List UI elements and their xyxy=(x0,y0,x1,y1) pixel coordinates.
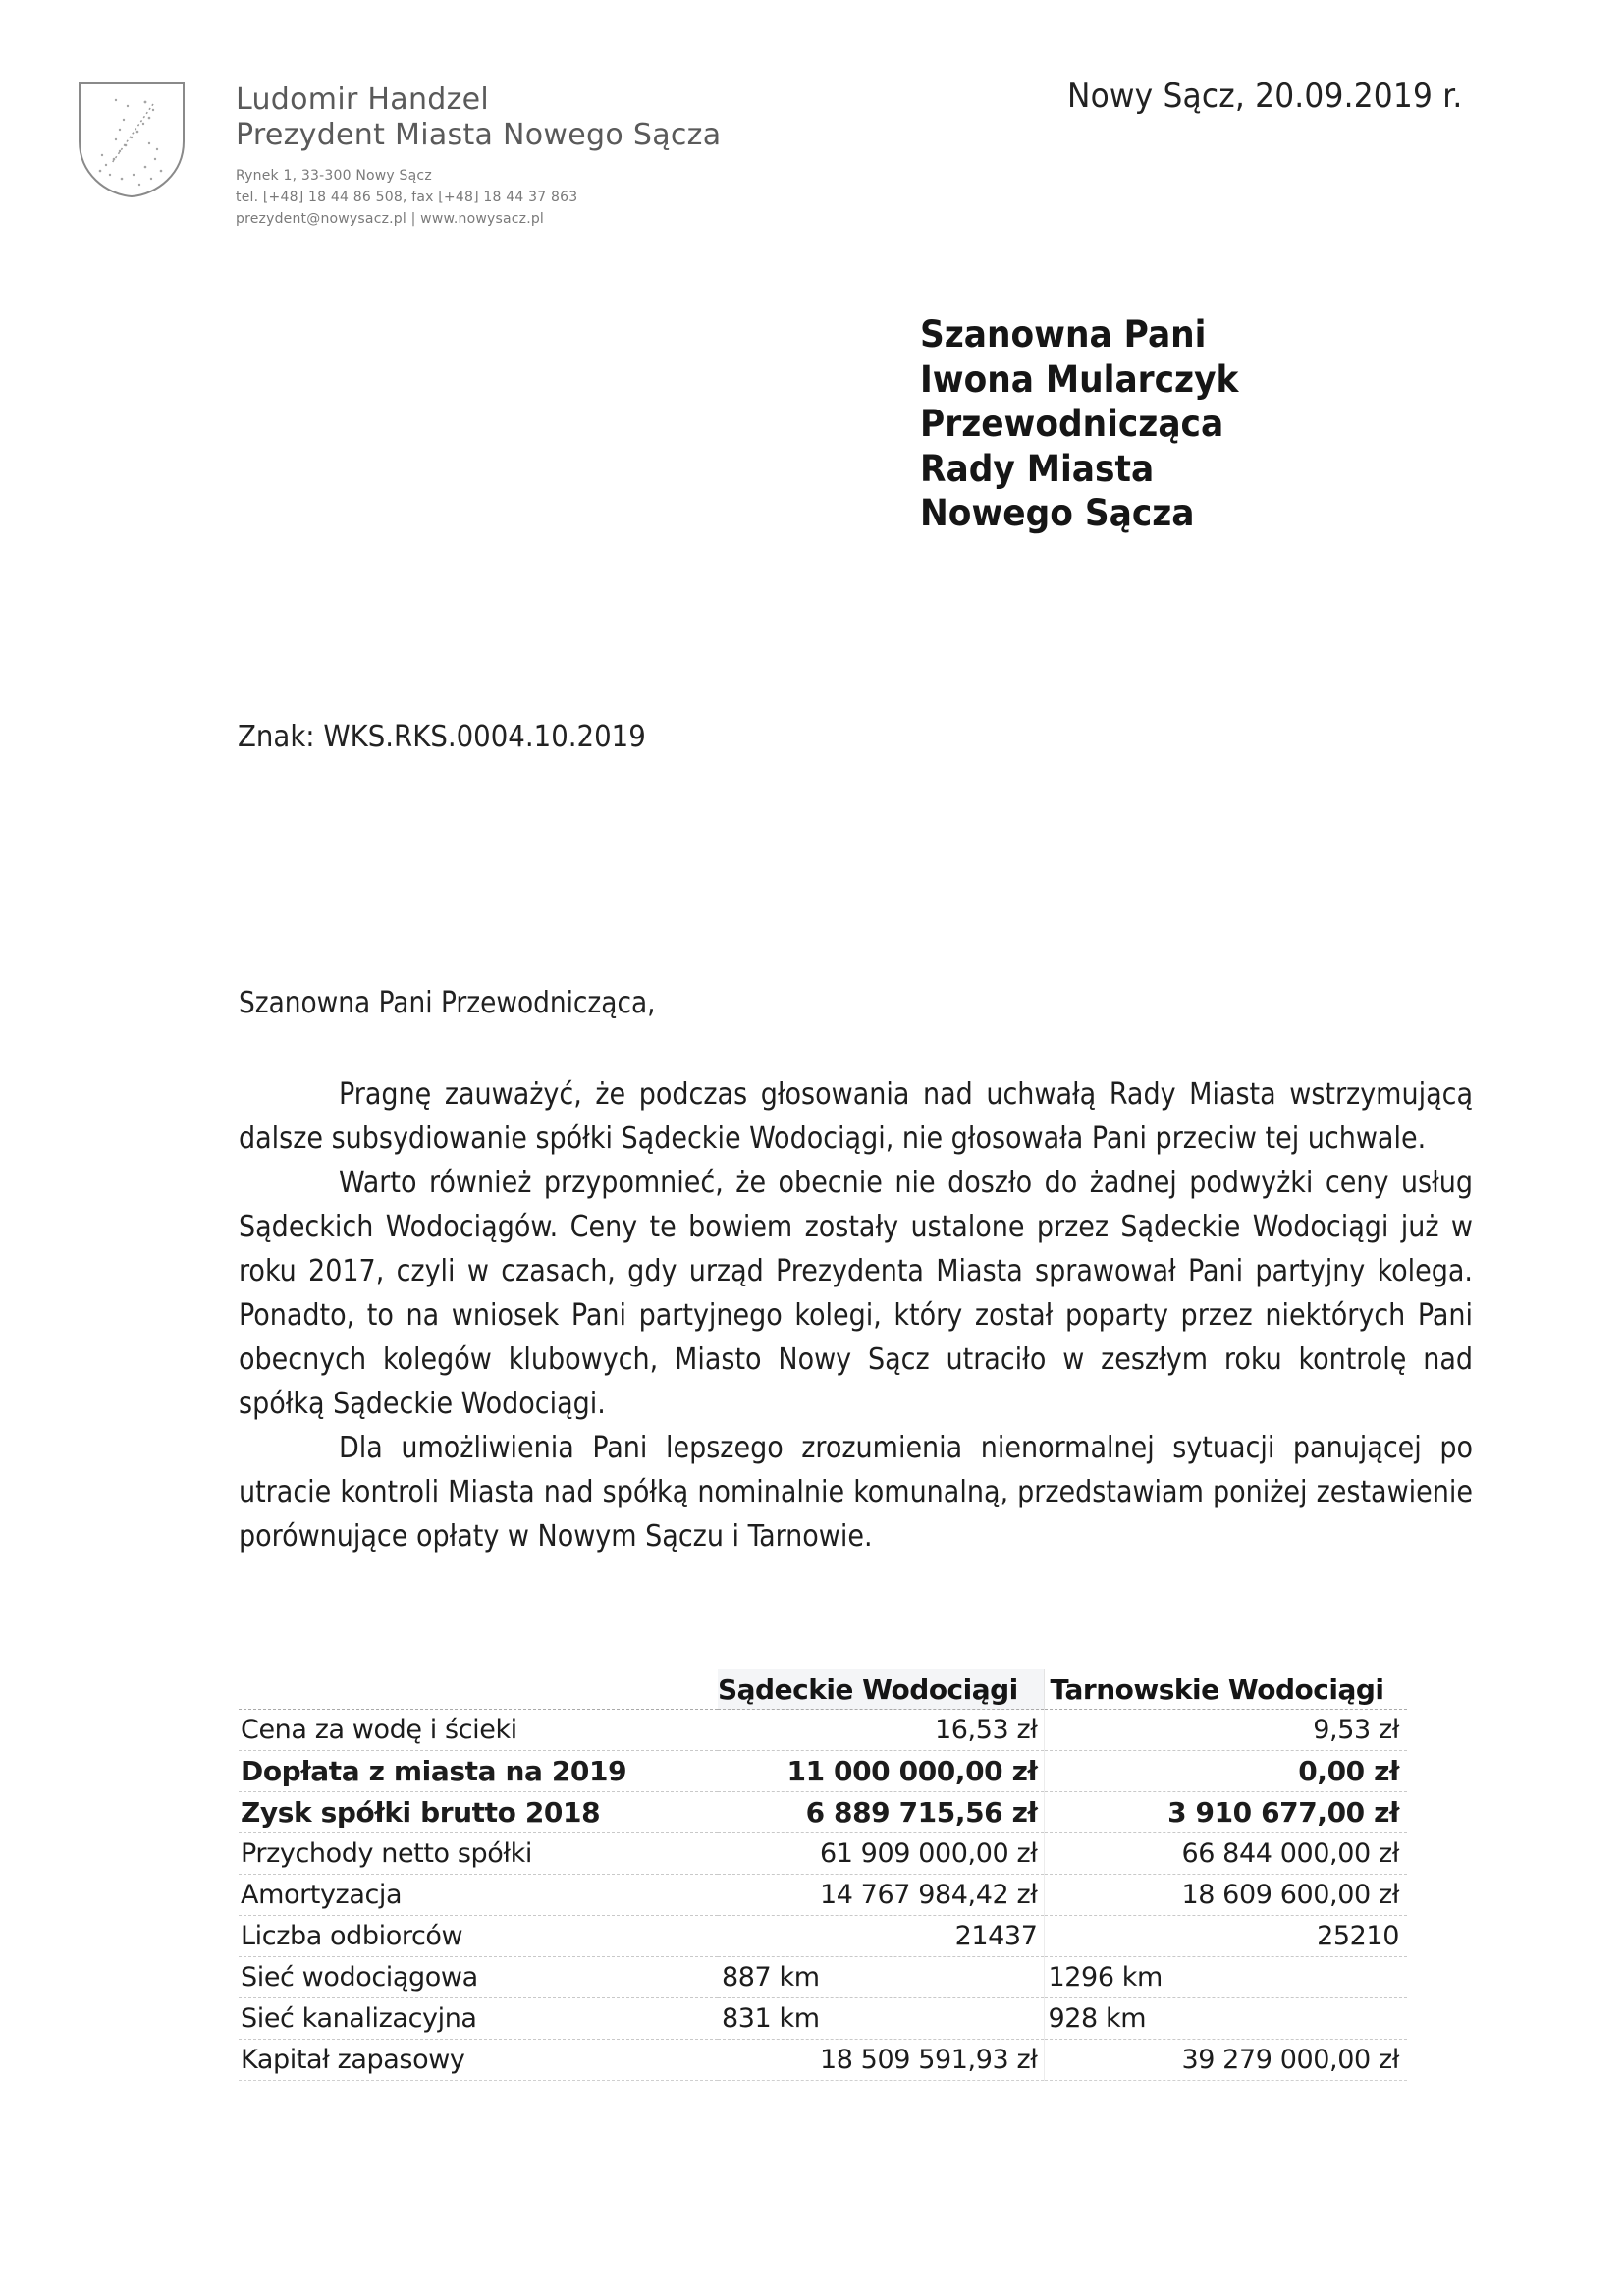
addressee-line: Rady Miasta xyxy=(920,447,1155,490)
row-label: Cena za wodę i ścieki xyxy=(239,1710,718,1751)
row-label: Liczba odbiorców xyxy=(239,1916,718,1957)
header-empty xyxy=(239,1669,718,1710)
salutation: Szanowna Pani Przewodnicząca, xyxy=(239,986,656,1020)
value-tarnowskie: 25210 xyxy=(1044,1916,1407,1957)
value-tarnowskie: 3 910 677,00 zł xyxy=(1044,1792,1407,1833)
header-sadeckie: Sądeckie Wodociągi xyxy=(718,1669,1044,1710)
table-row xyxy=(239,1751,1407,1792)
sender-address: Rynek 1, 33-300 Nowy Sącz xyxy=(236,168,432,184)
table-row xyxy=(239,1710,1407,1751)
row-label: Zysk spółki brutto 2018 xyxy=(239,1792,718,1833)
reference-number: Znak: WKS.RKS.0004.10.2019 xyxy=(238,720,646,754)
sender-phone-fax: tel. [+48] 18 44 86 508, fax [+48] 18 44 37 863 xyxy=(236,190,578,205)
value-tarnowskie: 928 km xyxy=(1044,1998,1407,2040)
addressee-line: Nowego Sącza xyxy=(920,492,1195,534)
letterhead xyxy=(236,82,721,230)
addressee-line: Iwona Mularczyk xyxy=(920,357,1239,401)
value-sadeckie: 21437 xyxy=(718,1916,1044,1957)
sender-title: Prezydent Miasta Nowego Sącza xyxy=(236,118,722,152)
value-tarnowskie: 66 844 000,00 zł xyxy=(1044,1833,1407,1875)
value-sadeckie: 14 767 984,42 zł xyxy=(718,1875,1044,1916)
value-sadeckie: 16,53 zł xyxy=(718,1710,1044,1751)
table-row xyxy=(239,1957,1407,1998)
body-paragraph: Pragnę zauważyć, że podczas głosowania nad uchwałą Rady Miasta wstrzymującą dalsze subsydiowanie spółki Sądeckie Wodociągi, nie głosowała Pani przeciw tej uchwale. xyxy=(239,1077,1473,1156)
value-tarnowskie: 9,53 zł xyxy=(1044,1710,1407,1751)
value-sadeckie: 11 000 000,00 zł xyxy=(718,1751,1044,1792)
sender-email-web: prezydent@nowysacz.pl | www.nowysacz.pl xyxy=(236,211,545,227)
table-row xyxy=(239,1998,1407,2040)
value-sadeckie: 6 889 715,56 zł xyxy=(718,1792,1044,1833)
date-line: Nowy Sącz, 20.09.2019 r. xyxy=(1067,77,1463,116)
body-paragraph: Warto również przypomnieć, że obecnie nie doszło do żadnej podwyżki ceny usług Sądeckich Wodociągów. Ceny te bowiem zostały ustalone przez Sądeckie Wodociągi już w roku 2017, czyli w czasach, gdy urząd Prezydenta Miasta sprawował Pani partyjny kolega. Ponadto, to na wniosek Pani partyjnego kolegi, który został poparty przez niektórych Pani obecnych kolegów klubowych, Miasto Nowy Sącz utraciło w zeszłym roku kontrolę nad spółką Sądeckie Wodociągi. xyxy=(239,1166,1473,1421)
value-tarnowskie: 0,00 zł xyxy=(1044,1751,1407,1792)
addressee-line: Szanowna Pani xyxy=(920,313,1207,355)
table-header-row xyxy=(239,1669,1407,1710)
row-label: Dopłata z miasta na 2019 xyxy=(239,1751,718,1792)
header-tarnowskie: Tarnowskie Wodociągi xyxy=(1050,1672,1384,1706)
table-row xyxy=(239,1916,1407,1957)
table-row xyxy=(239,1792,1407,1833)
value-tarnowskie: 39 279 000,00 zł xyxy=(1044,2040,1407,2081)
value-sadeckie: 887 km xyxy=(718,1957,1044,1998)
addressee-block xyxy=(920,312,1238,536)
value-tarnowskie: 1296 km xyxy=(1044,1957,1407,1998)
body-paragraph: Dla umożliwienia Pani lepszego zrozumienia nienormalnej sytuacji panującej po utracie kontroli Miasta nad spółką nominalnie komunalną, przedstawiam poniżej zestawienie porównujące opłaty w Nowym Sączu i Tarnowie. xyxy=(239,1431,1473,1554)
row-label: Amortyzacja xyxy=(239,1875,718,1916)
table-row xyxy=(239,1875,1407,1916)
comparison-table xyxy=(239,1669,1407,2081)
sender-name: Ludomir Handzel xyxy=(236,82,490,117)
row-label: Przychody netto spółki xyxy=(239,1833,718,1875)
row-label: Kapitał zapasowy xyxy=(239,2040,718,2081)
value-sadeckie: 831 km xyxy=(718,1998,1044,2040)
city-coat-of-arms-icon xyxy=(77,81,187,198)
addressee-line: Przewodnicząca xyxy=(920,403,1224,445)
value-tarnowskie: 18 609 600,00 zł xyxy=(1044,1875,1407,1916)
value-sadeckie: 61 909 000,00 zł xyxy=(718,1833,1044,1875)
value-sadeckie: 18 509 591,93 zł xyxy=(718,2040,1044,2081)
row-label: Sieć wodociągowa xyxy=(239,1957,718,1998)
row-label: Sieć kanalizacyjna xyxy=(239,1998,718,2040)
letter-body xyxy=(239,1072,1473,1558)
table-row xyxy=(239,2040,1407,2081)
table-row xyxy=(239,1833,1407,1875)
